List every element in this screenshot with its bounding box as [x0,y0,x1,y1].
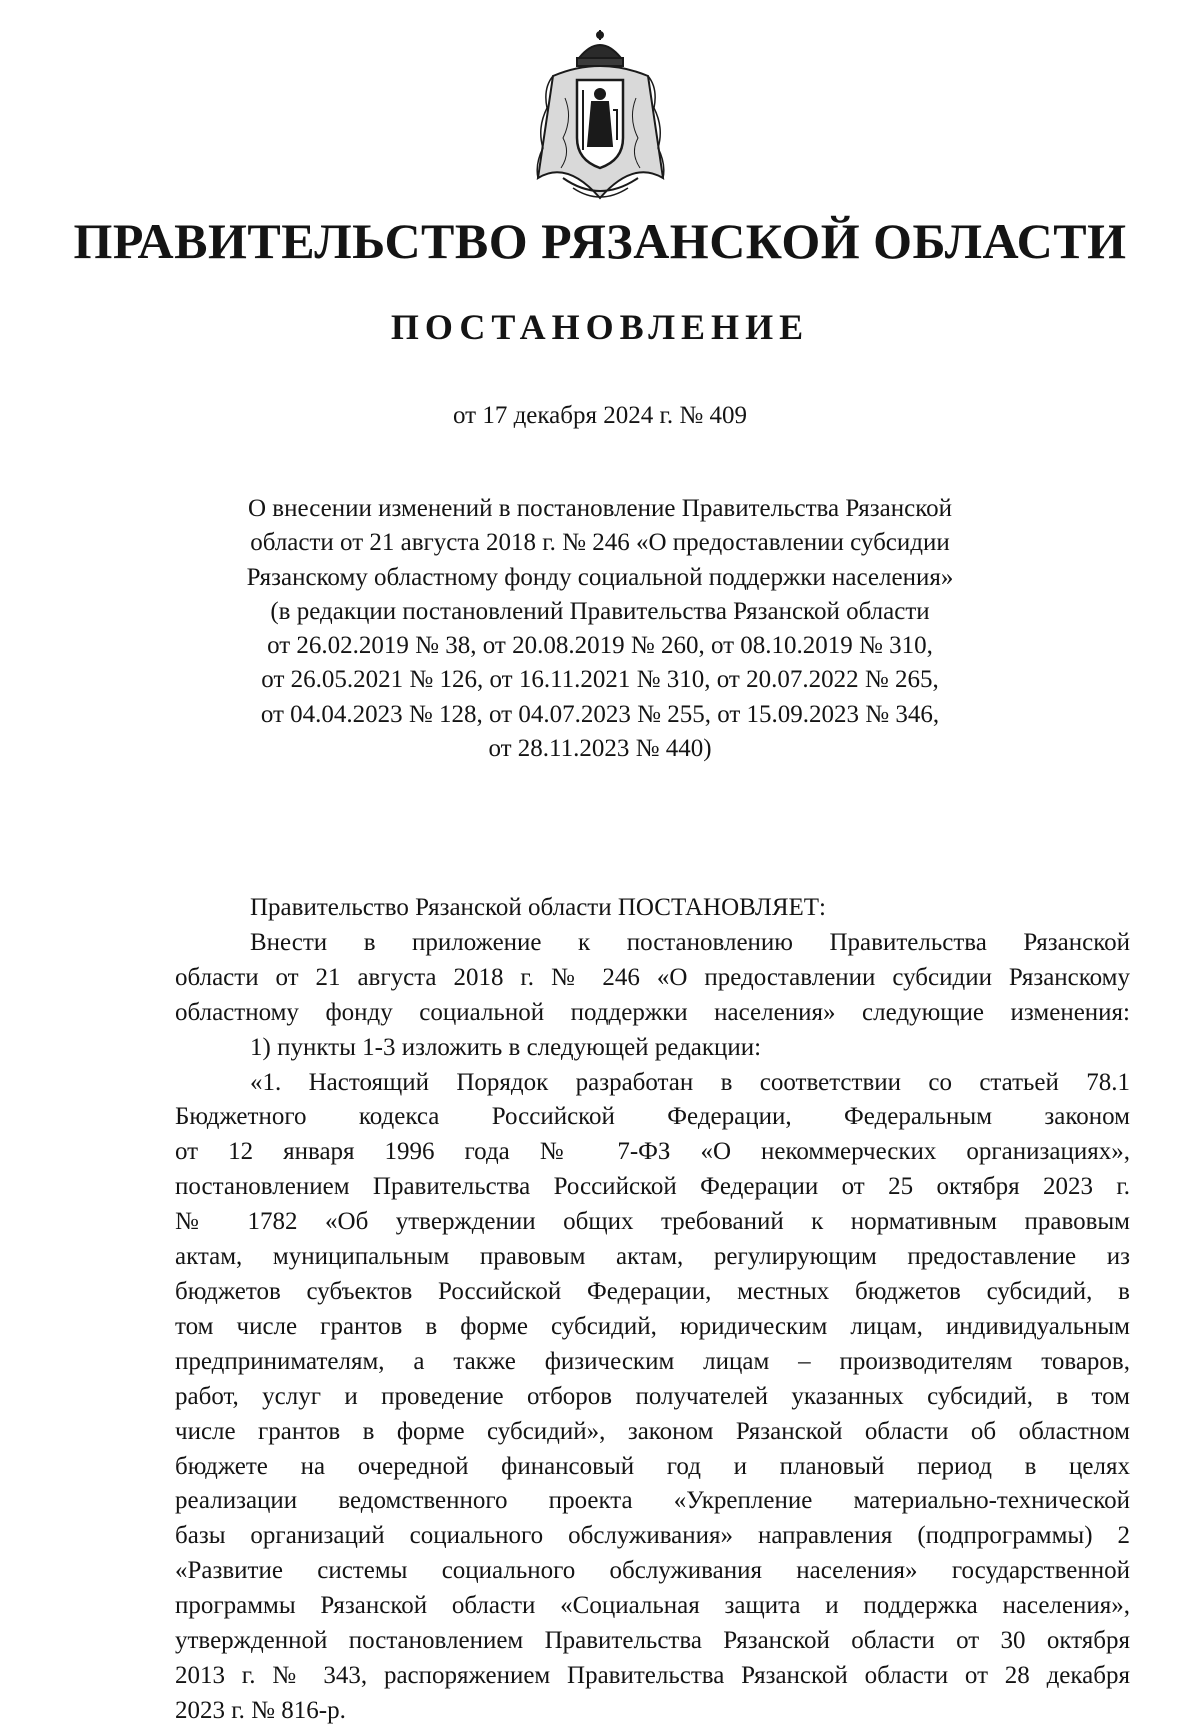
coat-of-arms-emblem [513,28,688,206]
body-line: от 12 января 1996 года № 7-ФЗ «О некоммерческих организациях», [175,1138,1130,1166]
body-line: областному фонду социальной поддержки населения» следующие изменения: [175,998,1130,1026]
body-line: бюджете на очередной финансовый год и плановый период в целях [175,1452,1130,1480]
body-line: числе грантов в форме субсидий», законом Рязанской области об областном [175,1417,1130,1445]
body-line: Бюджетного кодекса Российской Федерации, Федеральным законом [175,1103,1130,1131]
subject-line: от 04.04.2023 № 128, от 04.07.2023 № 255, от 15.09.2023 № 346, [260,700,940,728]
body-line: «Развитие системы социального обслуживания населения» государственной [175,1557,1130,1585]
subject-line: от 26.05.2021 № 126, от 16.11.2021 № 310, от 20.07.2022 № 265, [261,666,939,694]
subject-line: области от 21 августа 2018 г. № 246 «О предоставлении субсидии [250,529,950,557]
body-line: предпринимателям, а также физическим лицам – производителям товаров, [175,1347,1130,1375]
body-line: работ, услуг и проведение отборов получателей указанных субсидий, в том [175,1382,1130,1410]
body-line: утвержденной постановлением Правительства Рязанской области от 30 октября [175,1627,1130,1655]
body-line: программы Рязанской области «Социальная защита и поддержка населения», [175,1592,1130,1620]
document-subject [240,492,960,766]
subject-line: (в редакции постановлений Правительства Рязанской области [270,597,930,625]
document-date-number: от 17 декабря 2024 г. № 409 [452,402,748,429]
body-line: том числе грантов в форме субсидий, юридическим лицам, индивидуальным [175,1312,1130,1340]
body-line: бюджетов субъектов Российской Федерации, местных бюджетов субсидий, в [175,1277,1130,1305]
body-line: реализации ведомственного проекта «Укрепление материально-технической [175,1487,1130,1515]
body-line: Внести в приложение к постановлению Правительства Рязанской [250,928,1130,956]
subject-line: от 28.11.2023 № 440) [488,735,712,763]
subject-line: от 26.02.2019 № 38, от 20.08.2019 № 260, от 08.10.2019 № 310, [267,632,933,660]
body-line: области от 21 августа 2018 г. № 246 «О предоставлении субсидии Рязанскому [175,963,1130,991]
body-line: 2013 г. № 343, распоряжением Правительства Рязанской области от 28 декабря [175,1661,1130,1689]
body-line: Правительство Рязанской области ПОСТАНОВЛЯЕТ: [250,894,826,921]
subject-line: О внесении изменений в постановление Правительства Рязанской [247,495,952,522]
document-body [175,891,1130,1729]
body-line: «1. Настоящий Порядок разработан в соответствии со статьей 78.1 [250,1068,1130,1096]
body-line: актам, муниципальным правовым актам, регулирующим предоставление из [175,1243,1130,1271]
body-line: 2023 г. № 816-р. [175,1696,346,1724]
organization-title: ПРАВИТЕЛЬСТВО РЯЗАНСКОЙ ОБЛАСТИ [73,213,1127,269]
document-type-heading: ПОСТАНОВЛЕНИЕ [390,307,810,347]
body-line: постановлением Правительства Российской Федерации от 25 октября 2023 г. [175,1173,1130,1201]
body-line: базы организаций социального обслуживания» направления (подпрограммы) 2 [175,1522,1130,1550]
subject-line: Рязанскому областному фонду социальной поддержки населения» [246,563,954,591]
body-line: 1) пункты 1-3 изложить в следующей редакции: [250,1033,762,1061]
body-line: № 1782 «Об утверждении общих требований к нормативным правовым [175,1208,1130,1236]
